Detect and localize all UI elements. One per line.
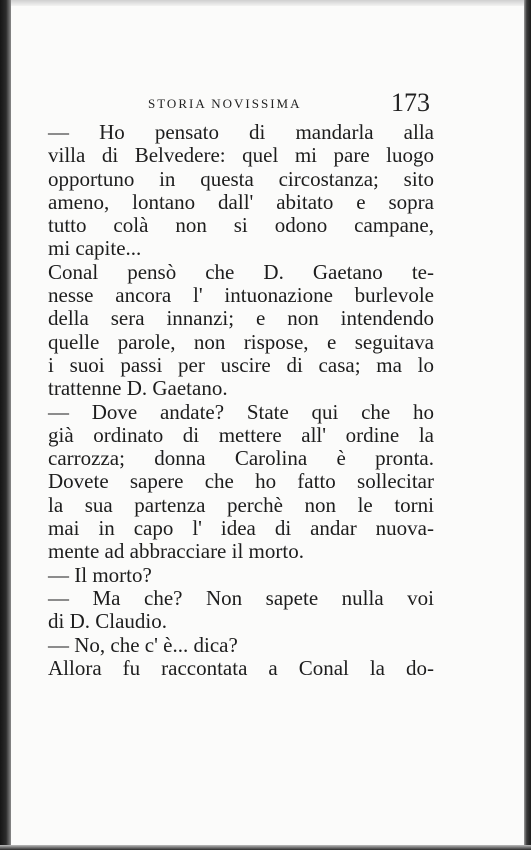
text-line: della sera innanzi; e non intendendo (48, 306, 434, 331)
page-header (48, 88, 432, 118)
text-line: nesse ancora l' intuonazione burlevole (48, 283, 434, 308)
scan-edge-top (0, 0, 531, 6)
scan-edge-bottom (0, 845, 531, 850)
text-line: — Il morto? (48, 562, 152, 587)
text-line: Allora fu raccontata a Conal la do- (48, 655, 434, 680)
text-line: — Dove andate? State qui che ho (48, 399, 434, 424)
running-head: STORIA NOVISSIMA (148, 96, 302, 111)
text-line: tutto colà non si odono campane, (48, 213, 434, 238)
text-line: villa di Belvedere: quel mi pare luogo (48, 143, 434, 168)
text-line: — Ho pensato di mandarla alla (48, 120, 434, 144)
text-line: mai in capo l' idea di andar nuova- (48, 516, 434, 541)
text-line: la sua partenza perchè non le torni (48, 492, 434, 517)
text-line: ameno, lontano dall' abitato e sopra (48, 189, 434, 214)
text-line: i suoi passi per uscire di casa; ma lo (48, 352, 434, 377)
body-text (48, 121, 434, 680)
page-number: 173 (391, 88, 430, 117)
text-line: mi capite... (48, 236, 142, 261)
text-line: — No, che c' è... dica? (48, 632, 238, 657)
text-line: carrozza; donna Carolina è pronta. (48, 446, 434, 471)
text-line: di D. Claudio. (48, 609, 167, 634)
text-line: — Ma che? Non sapete nulla voi (48, 585, 434, 610)
text-line: già ordinato di mettere all' ordine la (48, 422, 434, 447)
text-line: mente ad abbracciare il morto. (48, 539, 304, 564)
text-line: Dovete sapere che ho fatto sollecitar (48, 469, 434, 494)
text-line: opportuno in questa circostanza; sito (48, 166, 434, 191)
scan-edge-left (0, 0, 11, 850)
text-line: Conal pensò che D. Gaetano te- (48, 259, 434, 284)
text-line: quelle parole, non rispose, e seguitava (48, 329, 434, 354)
scan-edge-right (524, 0, 531, 850)
text-line: trattenne D. Gaetano. (48, 376, 228, 401)
